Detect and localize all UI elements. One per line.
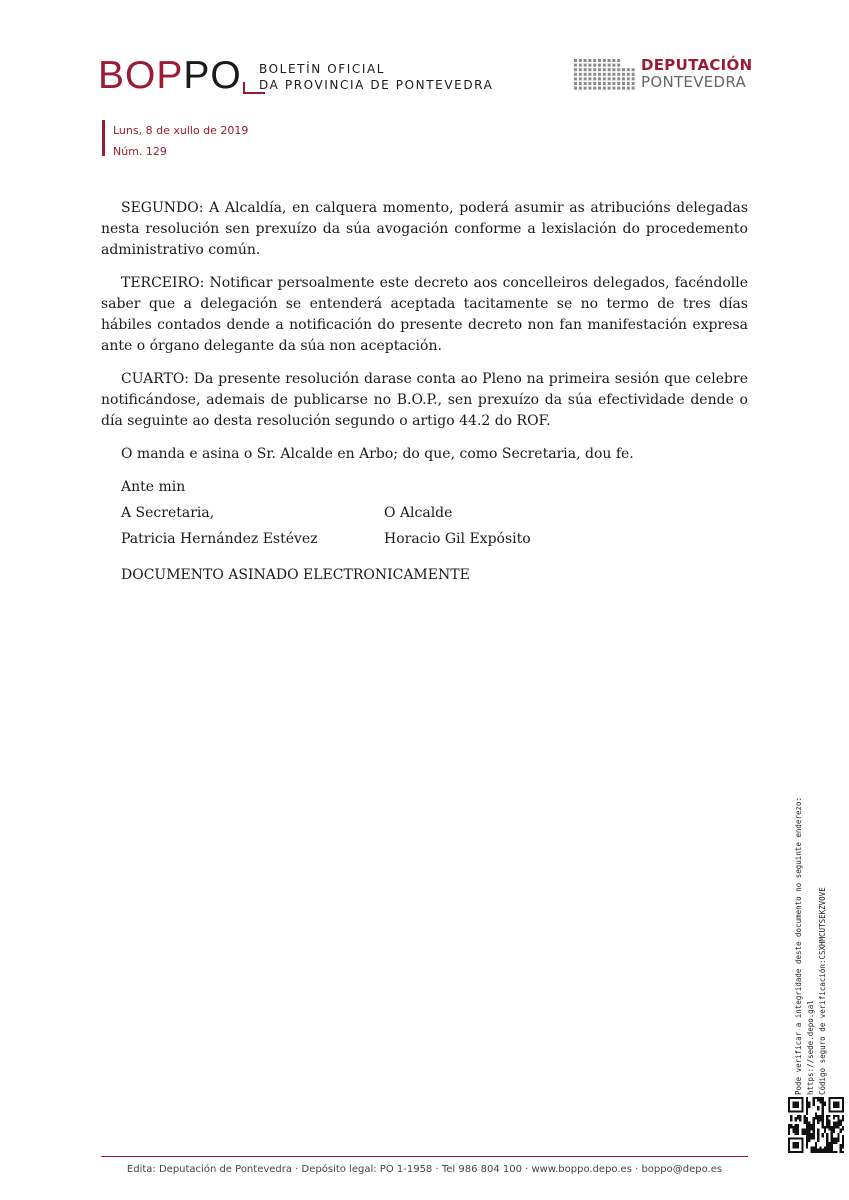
issue-info — [102, 120, 248, 156]
ante-min-label: Ante min — [121, 479, 186, 495]
deputacion-logo-text — [641, 57, 752, 91]
deputacion-line-2: PONTEVEDRA — [641, 73, 747, 91]
signature-roles-row — [101, 503, 748, 529]
document-body — [101, 198, 748, 586]
logo-po-text: PO — [183, 54, 242, 97]
qr-code-icon — [788, 1097, 844, 1153]
paragraph-cuarto: CUARTO: Da presente resolución darase conta ao Pleno na primeira sesión que celebre notificándose, ademais de publicarse no B.O.P., sen prexuízo da súa efectividade dende o día seguinte ao desta resolución segundo o artigo 44.2 do ROF. — [101, 371, 748, 429]
footer-imprint: Edita: Deputación de Pontevedra · Depósito legal: PO 1-1958 · Tel 986 804 100 · www.boppo.depo.es · boppo@depo.es — [126, 1164, 723, 1175]
paragraph-manda: O manda e asina o Sr. Alcalde en Arbo; do que, como Secretaria, dou fe. — [121, 446, 634, 462]
signed-electronically-note: DOCUMENTO ASINADO ELECTRONICAMENTE — [121, 567, 470, 583]
deputacion-dots-logo — [574, 59, 636, 91]
alcalde-role: O Alcalde — [384, 505, 453, 521]
paragraph-terceiro: TERCEIRO: Notificar persoalmente este decreto aos concelleiros delegados, facéndolle saber que a delegación se entenderá aceptada tacitamente se no termo de tres días hábiles contados dende a notificación do presente decreto non fan manifestación expresa ante o órgano delegante da súa non aceptación. — [101, 275, 748, 354]
verification-sidebar — [793, 745, 845, 1095]
deputacion-line-1: DEPUTACIÓN — [641, 56, 753, 74]
footer-divider — [101, 1156, 748, 1157]
boletin-title — [259, 61, 493, 93]
paragraph-segundo: SEGUNDO: A Alcaldía, en calquera momento, poderá asumir as atribucións delegadas nesta resolución sen prexuízo da súa avogación conforme a lexislación do procedemento administrativo común. — [101, 200, 748, 258]
secretaria-role: A Secretaria, — [121, 505, 215, 521]
secretaria-name: Patricia Hernández Estévez — [121, 531, 318, 547]
issue-number: Núm. 129 — [113, 145, 167, 158]
verification-text — [793, 797, 829, 1095]
boletin-line-1: BOLETÍN OFICIAL — [259, 62, 386, 76]
verification-line-1: Pode verificar a integridade deste documento no seguinte enderezo: — [794, 796, 803, 1095]
verification-code: Código seguro de verificación:CSXHMCUTSEKZVOVE — [818, 887, 827, 1095]
ante-min-row — [101, 477, 748, 503]
signature-names-row — [101, 529, 748, 555]
issue-date: Luns, 8 de xullo de 2019 — [113, 124, 249, 137]
verification-url[interactable]: https://sede.depo.gal — [806, 1000, 815, 1095]
page-header — [0, 0, 849, 110]
logo-bop-text: BOP — [98, 54, 184, 97]
boletin-line-2: DA PROVINCIA DE PONTEVEDRA — [259, 78, 494, 92]
alcalde-name: Horacio Gil Expósito — [384, 531, 531, 547]
boppo-logo — [98, 56, 242, 96]
